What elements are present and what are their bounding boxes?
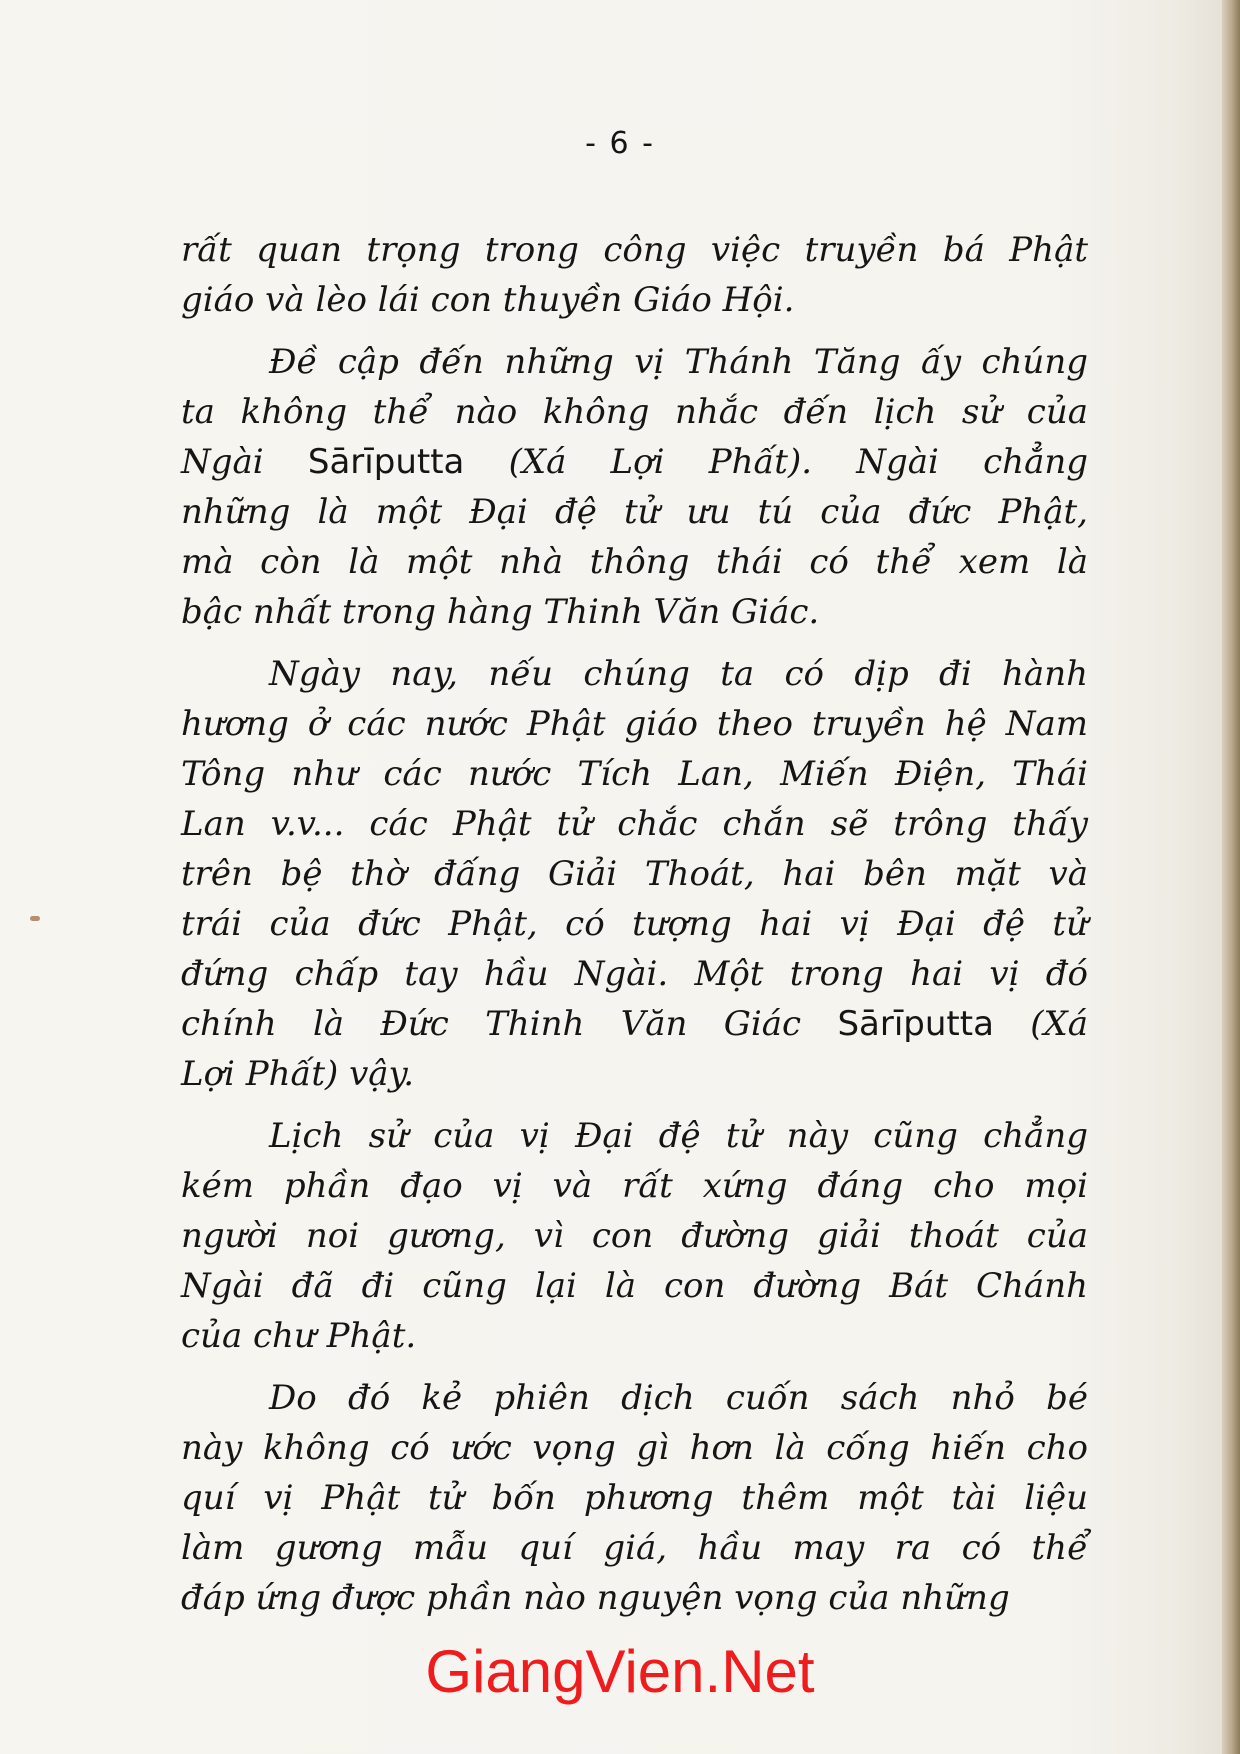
text-line: Lịch sử của vị Đại đệ tử này cũng chẳng — [269, 1116, 1088, 1156]
text-line: quí vị Phật tử bốn phương thêm một tài liệu — [181, 1478, 1088, 1518]
paragraph — [181, 225, 1088, 325]
text-line: Lan v.v... các Phật tử chắc chắn sẽ trông thấy — [181, 804, 1088, 844]
text-line: kém phần đạo vị và rất xứng đáng cho mọi — [181, 1166, 1088, 1206]
paragraph — [181, 337, 1088, 637]
paragraph — [181, 1111, 1088, 1361]
text-line: Đề cập đến những vị Thánh Tăng ấy chúng — [269, 342, 1088, 382]
text-line: bậc nhất trong hàng Thinh Văn Giác. — [181, 592, 820, 632]
paragraph — [181, 1373, 1088, 1623]
text-line: người noi gương, vì con đường giải thoát của — [181, 1216, 1088, 1256]
body-text — [181, 225, 1088, 1635]
text-line: đáp ứng được phần nào nguyện vọng của những — [181, 1578, 1010, 1618]
text-line: làm gương mẫu quí giá, hầu may ra có thể — [181, 1528, 1088, 1568]
text-line: rất quan trọng trong công việc truyền bá Phật — [181, 230, 1088, 270]
text-line: Ngày nay, nếu chúng ta có dịp đi hành — [269, 654, 1088, 694]
paper-speck — [30, 916, 40, 921]
text-line: giáo và lèo lái con thuyền Giáo Hội. — [181, 280, 795, 320]
text-line: chính là Đức Thinh Văn Giác Sārīputta (Xá — [181, 1004, 1088, 1044]
text-line: trái của đức Phật, có tượng hai vị Đại đệ tử — [181, 904, 1088, 944]
text-line: này không có ước vọng gì hơn là cống hiến cho — [181, 1428, 1088, 1468]
text-line: Ngài đã đi cũng lại là con đường Bát Chánh — [181, 1266, 1088, 1306]
text-line: mà còn là một nhà thông thái có thể xem là — [181, 542, 1088, 582]
text-line: Tông như các nước Tích Lan, Miến Điện, Thái — [181, 754, 1088, 794]
text-line: Lợi Phất) vậy. — [181, 1054, 415, 1094]
book-spine-edge — [1222, 0, 1240, 1754]
paragraph — [181, 649, 1088, 1099]
page-number: - 6 - — [585, 126, 655, 161]
text-line: Do đó kẻ phiên dịch cuốn sách nhỏ bé — [269, 1378, 1088, 1418]
text-line: đứng chấp tay hầu Ngài. Một trong hai vị đó — [181, 954, 1088, 994]
text-line: của chư Phật. — [181, 1316, 417, 1356]
text-line: trên bệ thờ đấng Giải Thoát, hai bên mặt và — [181, 854, 1088, 894]
text-line: những là một Đại đệ tử ưu tú của đức Phật, — [181, 492, 1088, 532]
text-line: hương ở các nước Phật giáo theo truyền hệ Nam — [181, 704, 1088, 744]
text-line: ta không thể nào không nhắc đến lịch sử của — [181, 392, 1088, 432]
watermark: GiangVien.Net — [425, 1638, 815, 1705]
text-line: Ngài Sārīputta (Xá Lợi Phất). Ngài chẳng — [181, 442, 1089, 482]
